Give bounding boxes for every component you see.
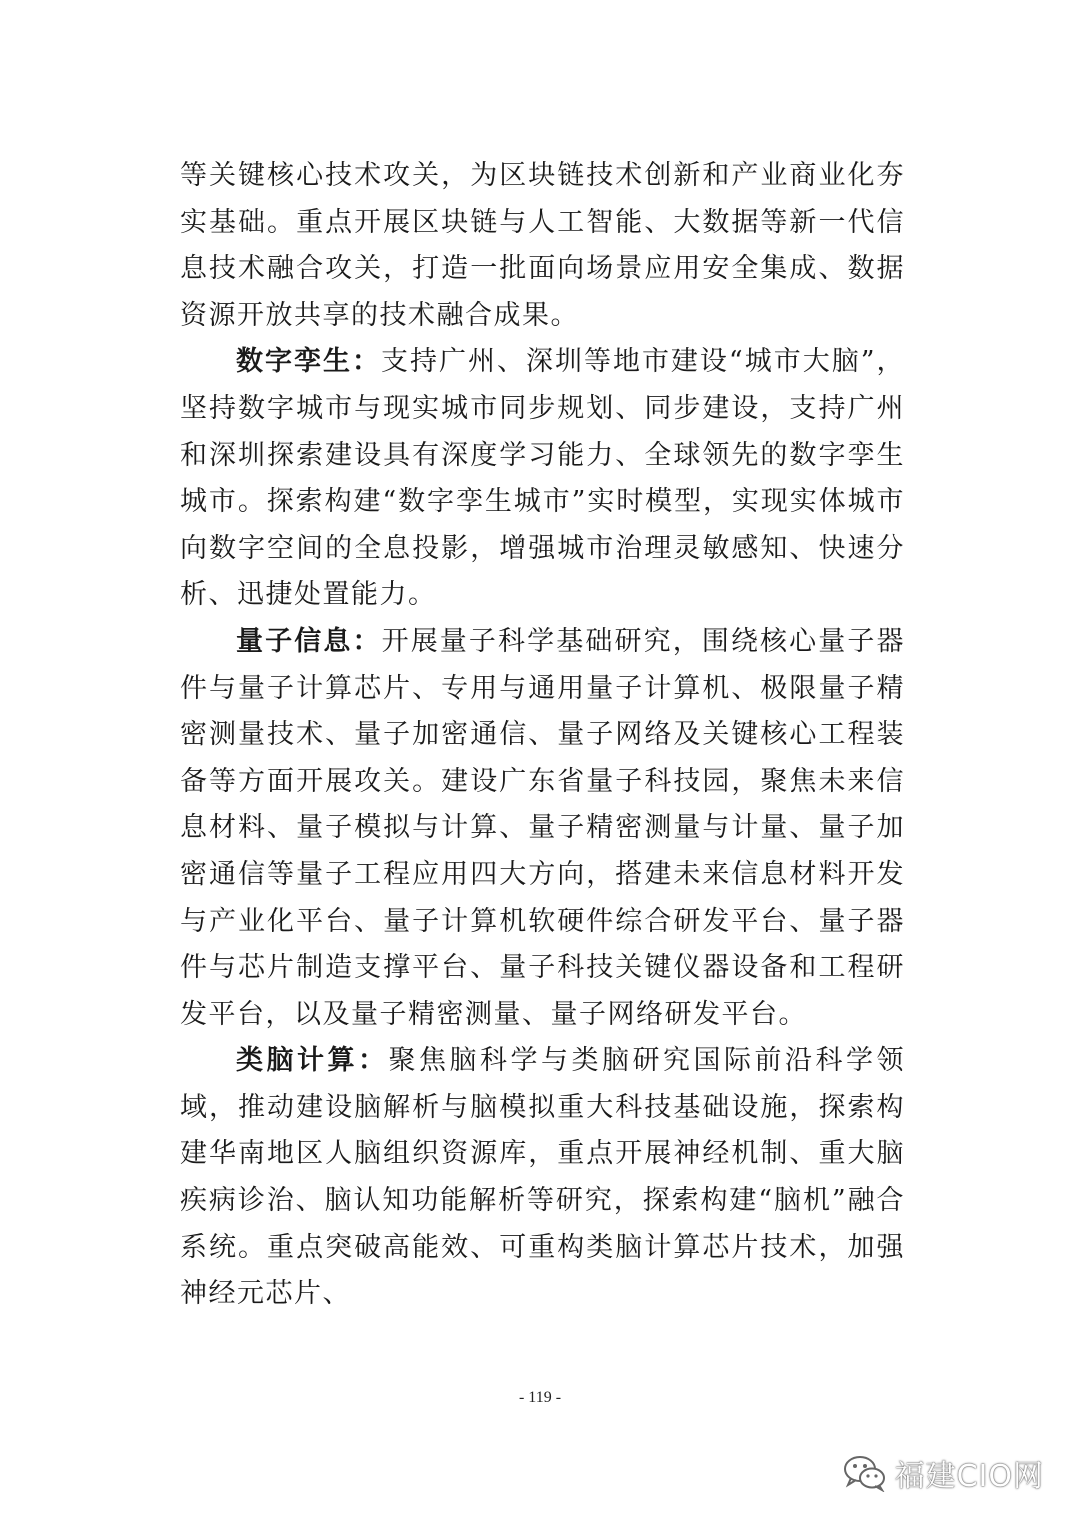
paragraph-heading: 类脑计算： <box>236 1045 389 1077</box>
paragraph-text: 开展量子科学基础研究，围绕核心量子器件与量子计算芯片、专用与通用量子计算机、极限量子精密测量技术、量子加密通信、量子网络及关键核心工程装备等方面开展攻关。建设广东省量子科技园，聚焦未来信息材料、量子模拟与计算、量子精密测量与计量、量子加密通信等量子工程应用四大方向，搭建未来信息材料开发与产业化平台、量子计算机软硬件综合研发平台、量子器件与芯片制造支撑平台、量子科技关键仪器设备和工程研发平台，以及量子精密测量、量子网络研发平台。 <box>180 625 906 1030</box>
paragraph-digital-twin <box>180 339 905 619</box>
paragraph-heading: 数字孪生： <box>236 346 381 378</box>
paragraph-heading: 量子信息： <box>236 625 382 657</box>
paragraph-text: 聚焦脑科学与类脑研究国际前沿科学领域，推动建设脑解析与脑模拟重大科技基础设施，探索构建华南地区人脑组织资源库，重点开展神经机制、重大脑疾病诊治、脑认知功能解析等研究，探索构建“脑机”融合系统。重点突破高能效、可重构类脑计算芯片技术，加强神经元芯片、 <box>180 1045 905 1310</box>
document-body <box>180 153 905 1318</box>
paragraph-text: 等关键核心技术攻关，为区块链技术创新和产业商业化夯实基础。重点开展区块链与人工智能、大数据等新一代信息技术融合攻关，打造一批面向场景应用安全集成、数据资源开放共享的技术融合成果。 <box>180 160 905 331</box>
wechat-icon <box>843 1454 887 1492</box>
paragraph-intro-continuation <box>180 153 905 339</box>
watermark <box>843 1450 1044 1496</box>
paragraph-text: 支持广州、深圳等地市建设“城市大脑”，坚持数字城市与现实城市同步规划、同步建设，支持广州和深圳探索建设具有深度学习能力、全球领先的数字孪生城市。探索构建“数字孪生城市”实时模型，实现实体城市向数字空间的全息投影，增强城市治理灵敏感知、快速分析、迅捷处置能力。 <box>180 346 906 611</box>
watermark-text: 福建CIO网 <box>894 1459 1044 1494</box>
paragraph-quantum-information <box>180 619 905 1038</box>
page-number: - 119 - <box>518 1389 562 1406</box>
paragraph-brain-inspired-computing <box>180 1038 905 1318</box>
